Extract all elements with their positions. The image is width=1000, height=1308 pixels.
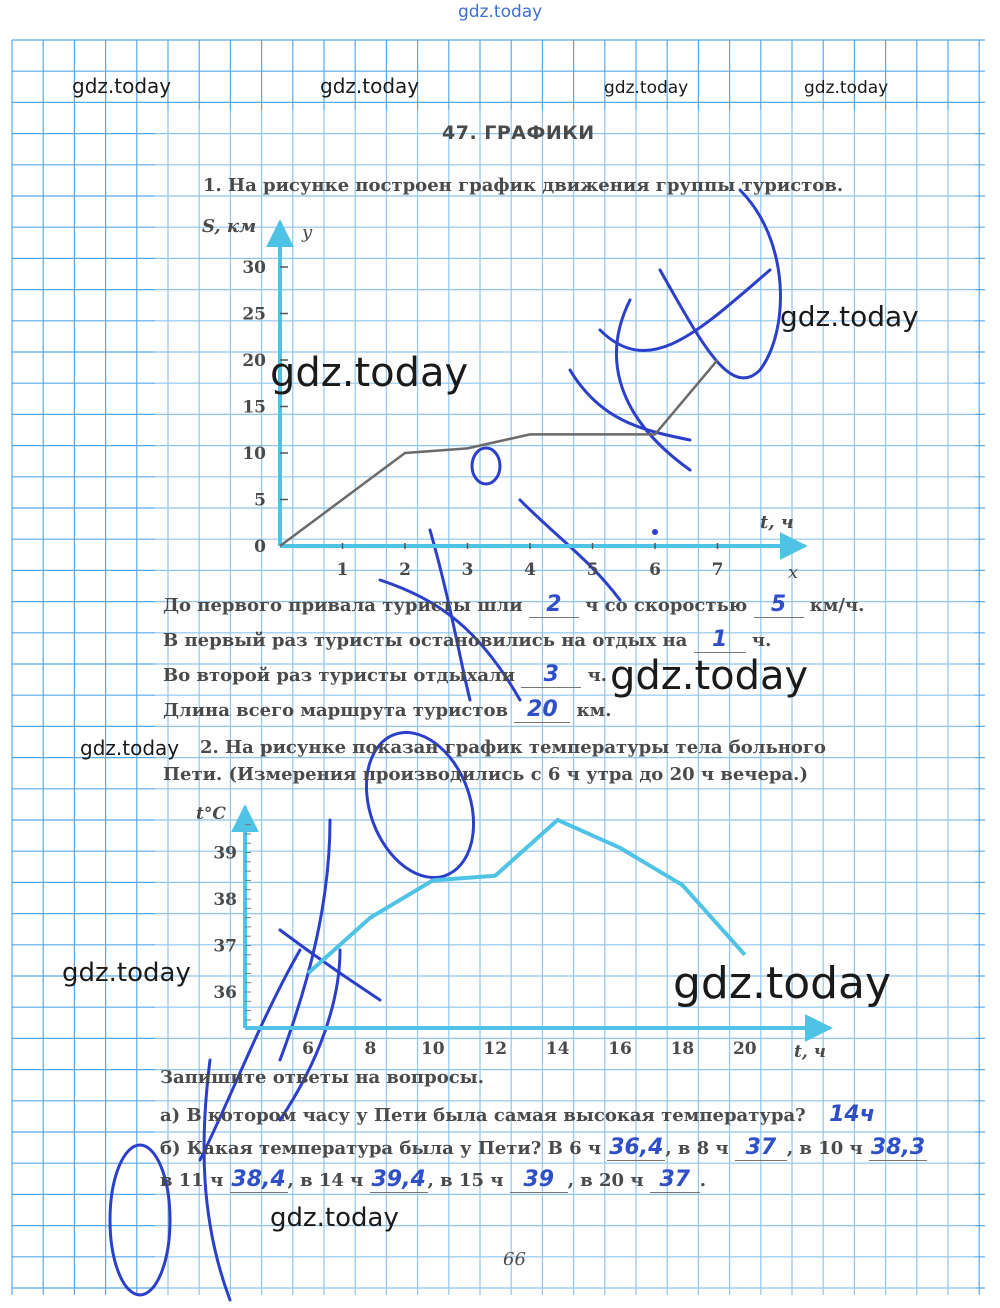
task2-qb-line2 xyxy=(160,1167,706,1193)
q1-mid: ч со скоростью xyxy=(585,595,748,616)
x-tick-label: 7 xyxy=(711,560,724,580)
x-tick-label: 12 xyxy=(483,1039,508,1059)
y-tick-label: 36 xyxy=(213,983,237,1003)
watermark-bottom: gdz.today xyxy=(270,1203,399,1233)
qb-at14: , в 14 ч xyxy=(287,1170,364,1191)
qb-at20: , в 20 ч xyxy=(567,1170,644,1191)
task1-q4 xyxy=(163,697,612,723)
watermark-center-large: gdz.today xyxy=(270,350,469,396)
y-tick-label: 30 xyxy=(242,258,266,278)
x-tick-label: 4 xyxy=(524,560,536,580)
x-tick-label: 16 xyxy=(608,1039,632,1059)
x-tick-label: 18 xyxy=(670,1039,695,1059)
task1-statement: 1. На рисунке построен график движения группы туристов. xyxy=(203,175,844,196)
q1-answer-time[interactable]: 2 xyxy=(529,592,579,618)
x-tick-label: 5 xyxy=(586,560,599,580)
ans-11h[interactable]: 38,4 xyxy=(231,1167,286,1192)
x-tick-label: 8 xyxy=(364,1039,377,1059)
qb-prefix: б) Какая температура была у Пети? В 6 ч xyxy=(160,1138,602,1159)
qa-answer[interactable]: 14ч xyxy=(829,1102,875,1127)
distance-time-chart xyxy=(190,210,830,590)
y-axis-letter: y xyxy=(302,222,313,243)
qa-prefix: а) В котором часу у Пети была самая высокая температура? xyxy=(160,1105,806,1126)
y-tick-label: 20 xyxy=(242,351,266,371)
task1-q1 xyxy=(163,592,864,618)
watermark-middle-large: gdz.today xyxy=(610,653,809,699)
x-tick-label: 6 xyxy=(649,560,661,580)
page-number: 66 xyxy=(503,1249,526,1270)
qb-at8: , в 8 ч xyxy=(665,1138,729,1159)
x-tick-label: 3 xyxy=(461,560,474,580)
watermark-left-chart2: gdz.today xyxy=(62,958,191,988)
x-axis-label: t, ч xyxy=(794,1042,826,1062)
x-tick-label: 14 xyxy=(545,1039,570,1059)
task2-qa xyxy=(160,1102,892,1127)
ans-6h[interactable]: 36,4 xyxy=(609,1135,664,1160)
ans-14h[interactable]: 39,4 xyxy=(371,1167,426,1192)
x-tick-label: 2 xyxy=(399,560,411,580)
task2-statement-line2: Пети. (Измерения производились с 6 ч утра до 20 ч вечера.) xyxy=(163,764,808,785)
x-tick-label: 6 xyxy=(302,1039,314,1059)
task2-prompt: Запишите ответы на вопросы. xyxy=(160,1067,484,1088)
x-tick-label: 20 xyxy=(732,1039,757,1059)
q3-prefix: Во второй раз туристы отдыхали xyxy=(163,665,516,686)
y-axis-label: S, км xyxy=(202,216,257,237)
x-axis-label: t, ч xyxy=(760,512,794,533)
watermark-left-task2: gdz.today xyxy=(80,736,180,760)
x-tick-label: 10 xyxy=(420,1039,445,1059)
q1-suffix: км/ч. xyxy=(809,595,865,616)
watermark-row1-3: gdz.today xyxy=(604,78,689,98)
y-tick-label: 15 xyxy=(242,397,266,418)
q4-prefix: Длина всего маршрута туристов xyxy=(163,700,509,721)
y-tick-label: 39 xyxy=(213,843,237,864)
x-axis-letter: x xyxy=(788,562,799,583)
y-tick-label: 37 xyxy=(213,936,237,957)
qb-at15: , в 15 ч xyxy=(427,1170,504,1191)
ans-15h[interactable]: 39 xyxy=(510,1167,568,1193)
y-tick-label: 5 xyxy=(254,490,266,511)
task2-qb xyxy=(160,1135,927,1161)
y-tick-label: 10 xyxy=(242,444,266,464)
ans-20h[interactable]: 37 xyxy=(650,1167,700,1193)
qb-at10: , в 10 ч xyxy=(786,1138,863,1159)
q1-prefix: До первого привала туристы шли xyxy=(163,595,523,616)
ans-8h[interactable]: 37 xyxy=(735,1135,787,1161)
y-tick-label: 0 xyxy=(254,537,266,557)
watermark-row1-4: gdz.today xyxy=(804,78,889,98)
task2-statement-line1: 2. На рисунке показан график температуры тела больного xyxy=(200,737,826,758)
watermark-right-mid: gdz.today xyxy=(780,300,919,333)
y-axis-label: t°C xyxy=(196,804,226,824)
q2-prefix: В первый раз туристы остановились на отдых на xyxy=(163,630,688,651)
task1-q2 xyxy=(163,627,771,653)
q1-answer-speed[interactable]: 5 xyxy=(754,592,804,618)
watermark-right-chart2-large: gdz.today xyxy=(673,958,892,1009)
page-title: 47. ГРАФИКИ xyxy=(442,122,595,144)
temperature-line xyxy=(308,820,745,973)
ans-10h[interactable]: 38,3 xyxy=(870,1135,926,1160)
q4-answer[interactable]: 20 xyxy=(514,697,570,723)
q3-answer[interactable]: 3 xyxy=(521,662,581,688)
watermark-row1-1: gdz.today xyxy=(72,74,172,98)
q3-suffix: ч. xyxy=(587,665,608,686)
qb-at11: в 11 ч xyxy=(160,1170,224,1191)
x-tick-label: 1 xyxy=(336,560,349,580)
watermark-top: gdz.today xyxy=(458,2,543,22)
watermark-row1-2: gdz.today xyxy=(320,74,420,98)
task1-q3 xyxy=(163,662,607,688)
temperature-chart xyxy=(190,795,850,1065)
q2-suffix: ч. xyxy=(751,630,772,651)
y-tick-label: 25 xyxy=(242,304,266,325)
qb-end: . xyxy=(699,1170,707,1191)
q4-suffix: км. xyxy=(576,700,612,721)
q2-answer[interactable]: 1 xyxy=(694,627,746,653)
y-tick-label: 38 xyxy=(213,890,237,910)
